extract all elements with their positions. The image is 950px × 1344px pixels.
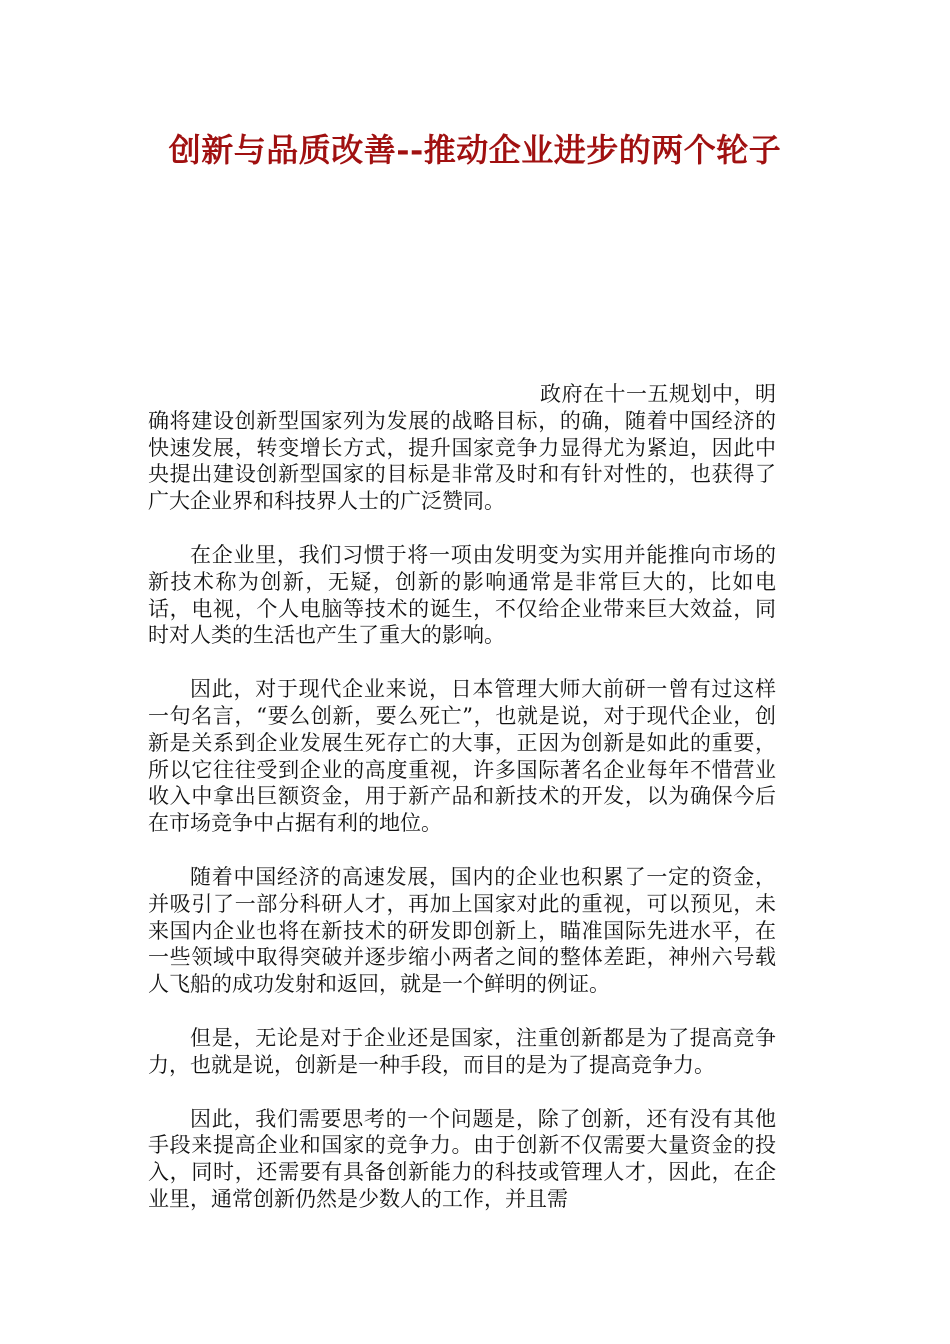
document-body [148, 381, 776, 1240]
paragraph-6: 因此，我们需要思考的一个问题是，除了创新，还有没有其他手段来提高企业和国家的竞争力。由于创新不仅需要大量资金的投入，同时，还需要有具备创新能力的科技或管理人才，因此，在企业里，通常创新仍然是少数人的工作，并且需 [148, 1106, 776, 1211]
paragraph-2: 在企业里，我们习惯于将一项由发明变为实用并能推向市场的新技术称为创新，无疑，创新的影响通常是非常巨大的，比如电话，电视，个人电脑等技术的诞生，不仅给企业带来巨大效益，同时对人类的生活也产生了重大的影响。 [148, 542, 776, 648]
paragraph-5: 但是，无论是对于企业还是国家，注重创新都是为了提高竞争力，也就是说，创新是一种手段，而目的是为了提高竞争力。 [148, 1025, 776, 1077]
document-title: 创新与品质改善--推动企业进步的两个轮子 [168, 131, 782, 169]
paragraph-4: 随着中国经济的高速发展，国内的企业也积累了一定的资金，并吸引了一部分科研人才，再加上国家对此的重视，可以预见，未来国内企业也将在新技术的研发即创新上，瞄准国际先进水平，在一些领域中取得突破并逐步缩小两者之间的整体差距，神州六号载人飞船的成功发射和返回，就是一个鲜明的例证。 [148, 864, 776, 997]
paragraph-3: 因此，对于现代企业来说，日本管理大师大前研一曾有过这样一句名言，“要么创新，要么死亡”，也就是说，对于现代企业，创新是关系到企业发展生死存亡的大事，正因为创新是如此的重要，所以它往往受到企业的高度重视，许多国际著名企业每年不惜营业收入中拿出巨额资金，用于新产品和新技术的开发，以为确保今后在市场竞争中占据有利的地位。 [148, 677, 776, 836]
paragraph-1: 政府在十一五规划中，明确将建设创新型国家列为发展的战略目标，的确，随着中国经济的快速发展，转变增长方式，提升国家竞争力显得尤为紧迫，因此中央提出建设创新型国家的目标是非常及时和有针对性的，也获得了广大企业界和科技界人士的广泛赞同。 [148, 382, 776, 514]
